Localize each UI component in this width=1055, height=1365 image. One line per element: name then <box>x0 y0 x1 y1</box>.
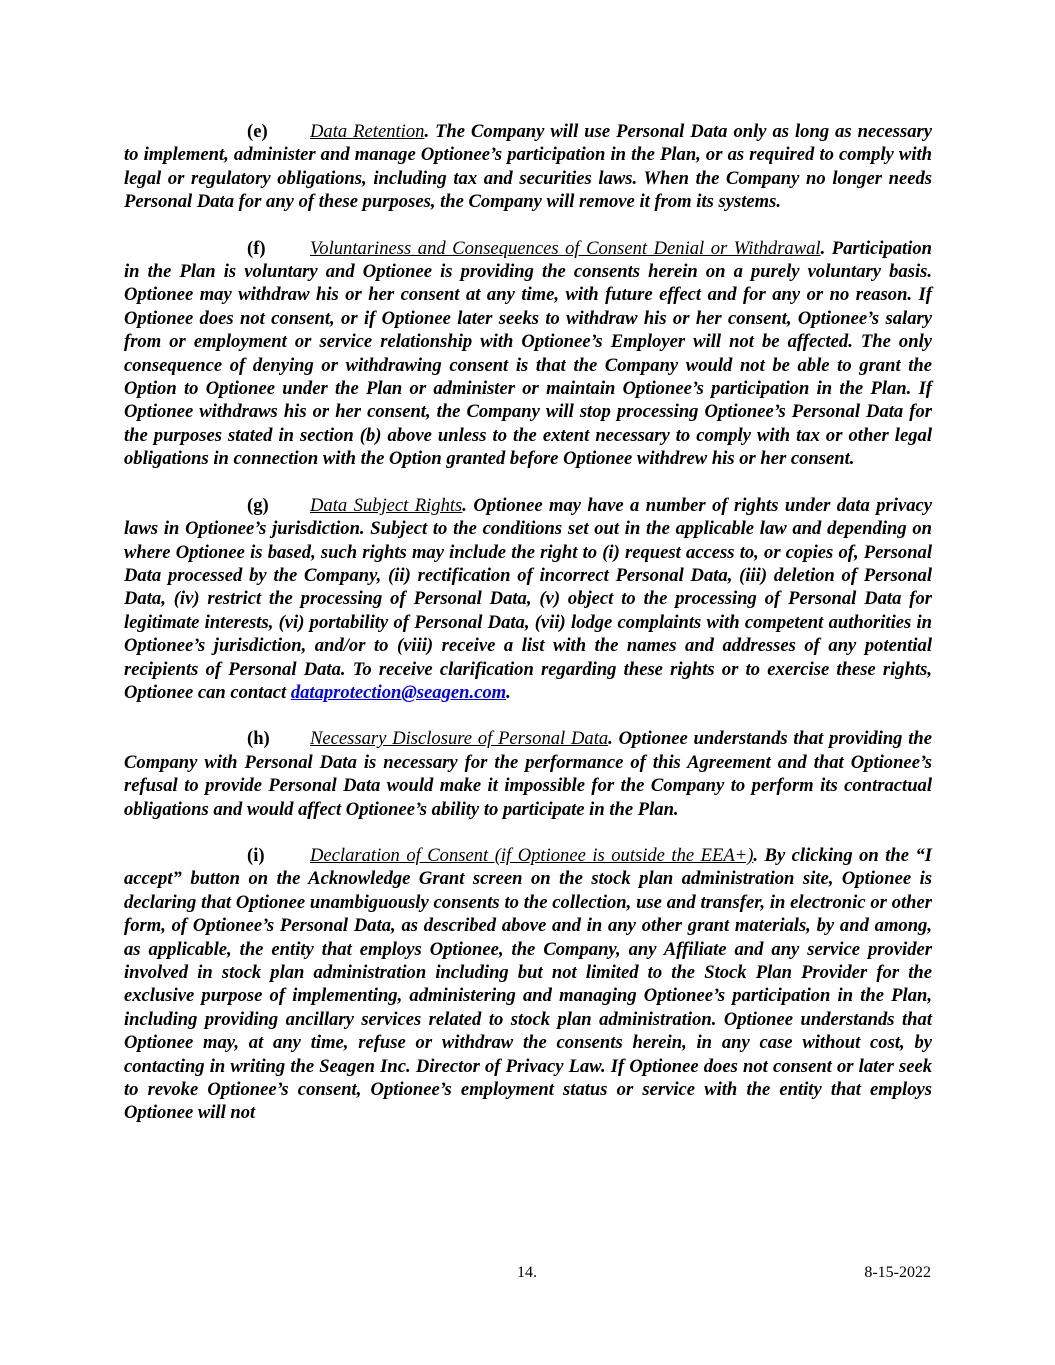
section-f <box>124 237 932 471</box>
section-heading: Necessary Disclosure of Personal Data <box>310 728 609 750</box>
section-heading: Data Subject Rights <box>310 494 463 516</box>
section-text: . By clicking on the “I accept” button on the Acknowledge Grant screen on the stock plan administration site, Optionee is declaring that Optionee unambiguously consents to the collection, use and transfer, in electronic or other form, of Optionee’s Personal Data, as described above and in any other grant materials, by and among, as applicable, the entity that employs Optionee, the Company, any Affiliate and any service provider involved in stock plan administration including but not limited to the Stock Plan Provider for the exclusive purpose of implementing, administering and managing Optionee’s participation in the Plan, including providing ancillary services related to stock plan administration. Optionee understands that Optionee may, at any time, refuse or withdraw the consents herein, in any case without cost, by contacting in writing the Seagen Inc. Director of Privacy Law. If Optionee does not consent or later seek to revoke Optionee’s consent, Optionee’s employment status or service with the entity that employs Optionee will not <box>124 844 932 1124</box>
section-heading: Declaration of Consent (if Optionee is outside the EEA+) <box>310 844 754 866</box>
page-footer <box>0 1264 1055 1288</box>
page-number: 14. <box>517 1264 537 1281</box>
section-label: (i) <box>247 844 265 866</box>
section-text: . Optionee may have a number of rights under data privacy laws in Optionee’s jurisdiction. Subject to the conditions set out in the applicable law and depending on where Optionee is based, such rights may include the right to (i) request access to, or copies of, Personal Data processed by the Company, (ii) rectification of incorrect Personal Data, (iii) deletion of Personal Data, (iv) restrict the processing of Personal Data, (v) object to the processing of Personal Data for legitimate interests, (vi) portability of Personal Data, (vii) lodge complaints with competent authorities in Optionee’s jurisdiction, and/or to (viii) receive a list with the names and addresses of any potential recipients of Personal Data. To receive clarification regarding these rights or to exercise these rights, Optionee can contact <box>124 494 932 703</box>
section-i <box>124 844 932 1125</box>
section-text-end: . <box>506 681 511 703</box>
section-label: (g) <box>247 494 269 516</box>
section-heading: Data Retention <box>310 121 425 142</box>
document-body <box>124 120 932 1148</box>
section-text: . Participation in the Plan is voluntary and Optionee is providing the consents herein on a purely voluntary basis. Optionee may withdraw his or her consent at any time, with future effect and for any or no reason. If Optionee does not consent, or if Optionee later seeks to withdraw his or her consent, Optionee’s salary from or employment or service relationship with Optionee’s Employer will not be affected. The only consequence of denying or withdrawing consent is that the Company would not be able to grant the Option to Optionee under the Plan or administer or maintain Optionee’s participation in the Plan. If Optionee withdraws his or her consent, the Company will stop processing Optionee’s Personal Data for the purposes stated in section (b) above unless to the extent necessary to comply with tax or other legal obligations in connection with the Option granted before Optionee withdrew his or her consent. <box>124 237 932 470</box>
email-link[interactable]: dataprotection@seagen.com <box>290 681 507 703</box>
section-g <box>124 494 932 705</box>
footer-date: 8-15-2022 <box>864 1264 931 1281</box>
section-text: . Optionee understands that providing the Company with Personal Data is necessary for the performance of this Agreement and that Optionee’s refusal to provide Personal Data would make it impossible for the Company to perform its contractual obligations and would affect Optionee’s ability to participate in the Plan. <box>124 728 932 820</box>
section-text: . The Company will use Personal Data only as long as necessary to implement, administer and manage Optionee’s participation in the Plan, or as required to comply with legal or regulatory obligations, including tax and securities laws. When the Company no longer needs Personal Data for any of these purposes, the Company will remove it from its systems. <box>124 121 932 213</box>
section-h <box>124 727 932 821</box>
section-e <box>124 120 932 214</box>
section-label: (f) <box>247 237 266 259</box>
section-label: (h) <box>247 728 270 750</box>
section-heading: Voluntariness and Consequences of Consent Denial or Withdrawal <box>310 237 821 259</box>
section-label: (e) <box>247 121 268 142</box>
